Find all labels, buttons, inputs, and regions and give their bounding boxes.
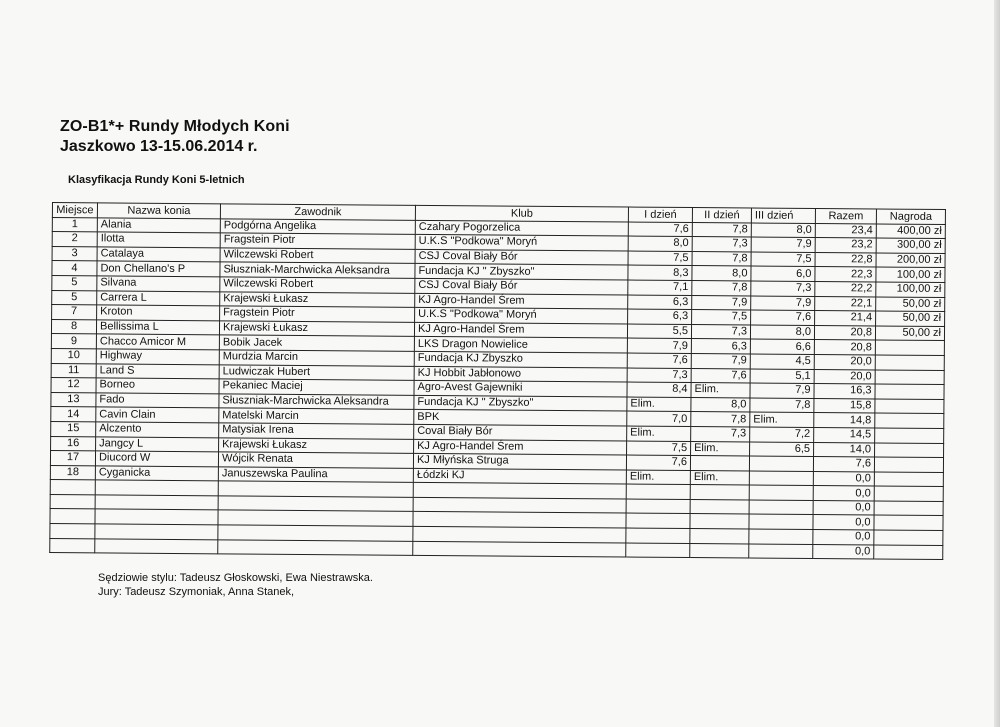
- cell-club: U.K.S "Podkowa" Moryń: [415, 235, 628, 251]
- cell-horse: [95, 524, 218, 540]
- cell-place: 2: [52, 232, 97, 247]
- cell-horse: Kroton: [97, 305, 220, 321]
- cell-place: 11: [51, 363, 96, 378]
- cell-day2: [690, 514, 749, 529]
- cell-prize: [875, 355, 944, 370]
- cell-place: [50, 524, 95, 539]
- cell-day2: 7,9: [691, 353, 750, 368]
- cell-prize: 100,00 zł: [876, 267, 945, 282]
- cell-day1: 7,5: [628, 251, 692, 266]
- cell-day3: 7,5: [751, 252, 815, 267]
- cell-day3: [749, 529, 813, 544]
- cell-horse: [95, 539, 218, 555]
- cell-horse: Catalaya: [97, 247, 220, 263]
- cell-place: 12: [51, 378, 96, 393]
- cell-total: 14,8: [814, 413, 875, 428]
- cell-prize: 100,00 zł: [876, 282, 945, 297]
- cell-day2: 7,8: [692, 222, 751, 237]
- cell-prize: [874, 545, 943, 560]
- cell-place: 15: [51, 421, 96, 436]
- cell-day2: 8,0: [692, 266, 751, 281]
- cell-total: 22,1: [815, 296, 876, 311]
- cell-club: Fundacja KJ " Zbyszko": [414, 395, 627, 411]
- cell-rider: Krajewski Łukasz: [219, 321, 414, 337]
- col-header-prize: Nagroda: [876, 209, 945, 224]
- cell-club: KJ Agro-Handel Śrem: [414, 439, 627, 455]
- cell-prize: [875, 428, 944, 443]
- cell-day1: 8,0: [628, 236, 692, 251]
- cell-day2: Elim.: [691, 441, 750, 456]
- col-header-horse: Nazwa konia: [97, 203, 220, 219]
- cell-total: 0,0: [813, 544, 874, 559]
- cell-club: BPK: [414, 410, 627, 426]
- cell-day1: [626, 484, 690, 499]
- cell-day3: 7,2: [750, 427, 814, 442]
- cell-day3: 7,3: [751, 281, 815, 296]
- cell-rider: [218, 539, 413, 555]
- col-header-day3: III dzień: [751, 208, 815, 223]
- cell-prize: [874, 515, 943, 530]
- cell-place: 7: [52, 305, 97, 320]
- cell-horse: Fado: [96, 393, 219, 409]
- cell-day2: [690, 456, 749, 471]
- cell-day2: 7,5: [692, 310, 751, 325]
- cell-total: 14,5: [814, 427, 875, 442]
- cell-horse: Ilotta: [97, 232, 220, 248]
- cell-total: 20,0: [814, 369, 875, 384]
- cell-day1: 6,3: [628, 295, 692, 310]
- cell-day2: 8,0: [691, 397, 750, 412]
- cell-day1: 7,0: [627, 411, 691, 426]
- cell-day3: 6,0: [751, 266, 815, 281]
- cell-total: 20,0: [814, 354, 875, 369]
- cell-total: 22,3: [815, 267, 876, 282]
- cell-club: Fundacja KJ Zbyszko: [414, 351, 627, 367]
- cell-club: U.K.S "Podkowa" Moryń: [415, 308, 628, 324]
- cell-day3: 8,0: [750, 325, 814, 340]
- col-header-club: Klub: [415, 205, 628, 221]
- cell-club: Fundacja KJ " Zbyszko": [415, 264, 628, 280]
- cell-club: [413, 512, 626, 528]
- cell-day3: 5,1: [750, 369, 814, 384]
- cell-prize: 50,00 zł: [876, 297, 945, 312]
- cell-total: 0,0: [813, 500, 874, 515]
- cell-rider: Fragstein Piotr: [220, 306, 415, 322]
- cell-horse: Alczento: [96, 422, 219, 438]
- cell-club: KJ Agro-Handel Śrem: [414, 322, 627, 338]
- cell-place: 1: [52, 217, 97, 232]
- cell-rider: Wilczewski Robert: [220, 277, 415, 293]
- cell-club: [413, 497, 626, 513]
- cell-club: Agro-Avest Gajewniki: [414, 380, 627, 396]
- cell-rider: [218, 496, 413, 512]
- cell-prize: [874, 486, 943, 501]
- cell-rider: Fragstein Piotr: [220, 233, 415, 249]
- cell-rider: Murdzia Marcin: [219, 350, 414, 366]
- cell-total: 21,4: [815, 311, 876, 326]
- cell-total: 14,0: [814, 442, 875, 457]
- cell-horse: Carrera L: [97, 290, 220, 306]
- cell-day2: Elim.: [690, 470, 749, 485]
- cell-day3: [749, 471, 813, 486]
- cell-horse: Don Chellano's P: [97, 261, 220, 277]
- cell-day1: 7,1: [628, 280, 692, 295]
- col-header-day2: II dzień: [692, 208, 751, 223]
- cell-day3: [749, 485, 813, 500]
- cell-total: 23,4: [815, 223, 876, 238]
- cell-day2: [690, 499, 749, 514]
- cell-club: [413, 526, 626, 542]
- cell-place: 16: [51, 436, 96, 451]
- cell-horse: Diucord W: [95, 451, 218, 467]
- cell-horse: Land S: [96, 363, 219, 379]
- cell-day3: 7,9: [750, 383, 814, 398]
- cell-day1: [626, 499, 690, 514]
- cell-day2: 7,3: [691, 324, 750, 339]
- cell-rider: Słuszniak-Marchwicka Aleksandra: [219, 394, 414, 410]
- cell-horse: Cavin Clain: [96, 407, 219, 423]
- cell-rider: Pekaniec Maciej: [219, 379, 414, 395]
- cell-total: 20,8: [814, 325, 875, 340]
- cell-place: 3: [52, 246, 97, 261]
- jury-note: Jury: Tadeusz Szymoniak, Anna Stanek,: [98, 586, 295, 598]
- classification-heading: Klasyfikacja Rundy Koni 5-letnich: [68, 174, 245, 186]
- cell-place: 5: [52, 290, 97, 305]
- cell-day2: 7,6: [691, 368, 750, 383]
- cell-day1: [626, 513, 690, 528]
- cell-day3: 6,5: [750, 441, 814, 456]
- cell-place: [50, 494, 95, 509]
- cell-total: 0,0: [813, 515, 874, 530]
- cell-place: 13: [51, 392, 96, 407]
- cell-day2: [690, 543, 749, 558]
- cell-horse: [95, 495, 218, 511]
- cell-day3: 7,9: [751, 296, 815, 311]
- cell-place: 10: [51, 348, 96, 363]
- cell-total: 22,8: [815, 252, 876, 267]
- document-title: ZO-B1*+ Rundy Młodych Koni: [60, 118, 290, 135]
- cell-day2: 6,3: [691, 339, 750, 354]
- cell-rider: Ludwiczak Hubert: [219, 364, 414, 380]
- cell-day2: 7,3: [691, 426, 750, 441]
- cell-prize: [875, 340, 944, 355]
- cell-prize: [874, 501, 943, 516]
- cell-rider: Januszewska Paulina: [218, 467, 413, 483]
- cell-place: 4: [52, 261, 97, 276]
- cell-day3: 7,6: [751, 310, 815, 325]
- col-header-day1: I dzień: [628, 207, 692, 222]
- cell-day3: 8,0: [751, 223, 815, 238]
- cell-place: 5: [52, 275, 97, 290]
- cell-total: 23,2: [815, 238, 876, 253]
- cell-day2: [690, 485, 749, 500]
- cell-place: 17: [50, 451, 95, 466]
- cell-horse: Chacco Amicor M: [96, 334, 219, 350]
- cell-horse: Bellissima L: [96, 320, 219, 336]
- cell-day1: 7,6: [626, 455, 690, 470]
- cell-horse: Highway: [96, 349, 219, 365]
- cell-day3: Elim.: [750, 412, 814, 427]
- cell-rider: Podgórna Angelika: [220, 218, 415, 234]
- cell-rider: Wójcik Renata: [218, 452, 413, 468]
- cell-total: 0,0: [813, 530, 874, 545]
- cell-day1: 7,3: [627, 368, 691, 383]
- cell-total: 16,3: [814, 384, 875, 399]
- cell-club: Czahary Pogorzelica: [415, 220, 628, 236]
- cell-total: 7,6: [813, 457, 874, 472]
- cell-horse: [95, 509, 218, 525]
- cell-day3: [749, 514, 813, 529]
- cell-total: 20,8: [814, 340, 875, 355]
- cell-prize: [875, 399, 944, 414]
- cell-day3: [749, 456, 813, 471]
- cell-day2: 7,8: [692, 280, 751, 295]
- cell-day1: Elim.: [626, 470, 690, 485]
- cell-day1: Elim.: [627, 397, 691, 412]
- col-header-place: Miejsce: [52, 203, 97, 218]
- cell-prize: 50,00 zł: [875, 326, 944, 341]
- cell-prize: [875, 370, 944, 385]
- cell-rider: Matysiak Irena: [219, 423, 414, 439]
- cell-rider: [218, 481, 413, 497]
- cell-day1: 7,9: [627, 338, 691, 353]
- cell-day1: [626, 528, 690, 543]
- col-header-total: Razem: [815, 208, 876, 223]
- cell-club: Łódzki KJ: [413, 468, 626, 484]
- cell-prize: 50,00 zł: [876, 311, 945, 326]
- cell-place: 8: [51, 319, 96, 334]
- cell-club: [413, 541, 626, 557]
- cell-total: 22,2: [815, 281, 876, 296]
- cell-total: 0,0: [813, 471, 874, 486]
- cell-horse: Borneo: [96, 378, 219, 394]
- cell-prize: [874, 457, 943, 472]
- cell-place: [50, 509, 95, 524]
- cell-rider: Krajewski Łukasz: [219, 437, 414, 453]
- cell-day1: 6,3: [628, 309, 692, 324]
- cell-prize: 400,00 zł: [876, 224, 945, 239]
- cell-club: KJ Hobbit Jabłonowo: [414, 366, 627, 382]
- cell-rider: Wilczewski Robert: [220, 248, 415, 264]
- document-subtitle: Jaszkowo 13-15.06.2014 r.: [60, 138, 258, 155]
- cell-place: [50, 538, 95, 553]
- cell-rider: Bobik Jacek: [219, 335, 414, 351]
- cell-prize: [875, 413, 944, 428]
- cell-day2: 7,9: [692, 295, 751, 310]
- cell-rider: Matelski Marcin: [219, 408, 414, 424]
- cell-club: LKS Dragon Nowielice: [414, 337, 627, 353]
- cell-day1: 7,5: [627, 441, 691, 456]
- cell-day3: [749, 544, 813, 559]
- cell-rider: [218, 510, 413, 526]
- cell-prize: 300,00 zł: [876, 238, 945, 253]
- cell-day2: 7,3: [692, 237, 751, 252]
- cell-day1: 7,6: [627, 353, 691, 368]
- cell-club: CSJ Coval Biały Bór: [415, 278, 628, 294]
- cell-day3: 7,9: [751, 237, 815, 252]
- cell-club: Coval Biały Bór: [414, 424, 627, 440]
- cell-day2: 7,8: [691, 412, 750, 427]
- cell-place: 14: [51, 407, 96, 422]
- cell-day1: 7,6: [628, 222, 692, 237]
- cell-day1: 8,4: [627, 382, 691, 397]
- cell-prize: [874, 472, 943, 487]
- cell-prize: [875, 442, 944, 457]
- cell-horse: [95, 480, 218, 496]
- cell-total: 15,8: [814, 398, 875, 413]
- cell-prize: 200,00 zł: [876, 253, 945, 268]
- cell-total: 0,0: [813, 486, 874, 501]
- cell-rider: [218, 525, 413, 541]
- cell-prize: [875, 384, 944, 399]
- cell-rider: Krajewski Łukasz: [220, 291, 415, 307]
- cell-day1: 5,5: [627, 324, 691, 339]
- cell-day1: 8,3: [628, 265, 692, 280]
- cell-day2: 7,8: [692, 251, 751, 266]
- cell-club: CSJ Coval Biały Bór: [415, 249, 628, 265]
- cell-horse: Jangcy L: [96, 436, 219, 452]
- cell-club: KJ Młyńska Struga: [413, 453, 626, 469]
- cell-day2: Elim.: [691, 383, 750, 398]
- cell-rider: Słuszniak-Marchwicka Aleksandra: [220, 262, 415, 278]
- cell-day3: 6,6: [750, 339, 814, 354]
- cell-prize: [874, 530, 943, 545]
- cell-horse: Silvana: [97, 276, 220, 292]
- cell-day1: [626, 543, 690, 558]
- cell-place: 9: [51, 334, 96, 349]
- cell-day3: 4,5: [750, 354, 814, 369]
- cell-day2: [690, 529, 749, 544]
- cell-day1: Elim.: [627, 426, 691, 441]
- cell-place: 18: [50, 465, 95, 480]
- cell-club: [413, 483, 626, 499]
- cell-horse: Cyganicka: [95, 466, 218, 482]
- cell-day3: [749, 500, 813, 515]
- col-header-rider: Zawodnik: [220, 204, 415, 220]
- cell-day3: 7,8: [750, 398, 814, 413]
- cell-horse: Alania: [97, 217, 220, 233]
- judges-note: Sędziowie stylu: Tadeusz Głoskowski, Ewa Niestrawska.: [98, 572, 373, 584]
- cell-club: KJ Agro-Handel Śrem: [415, 293, 628, 309]
- cell-place: [50, 480, 95, 495]
- results-table: [49, 202, 946, 560]
